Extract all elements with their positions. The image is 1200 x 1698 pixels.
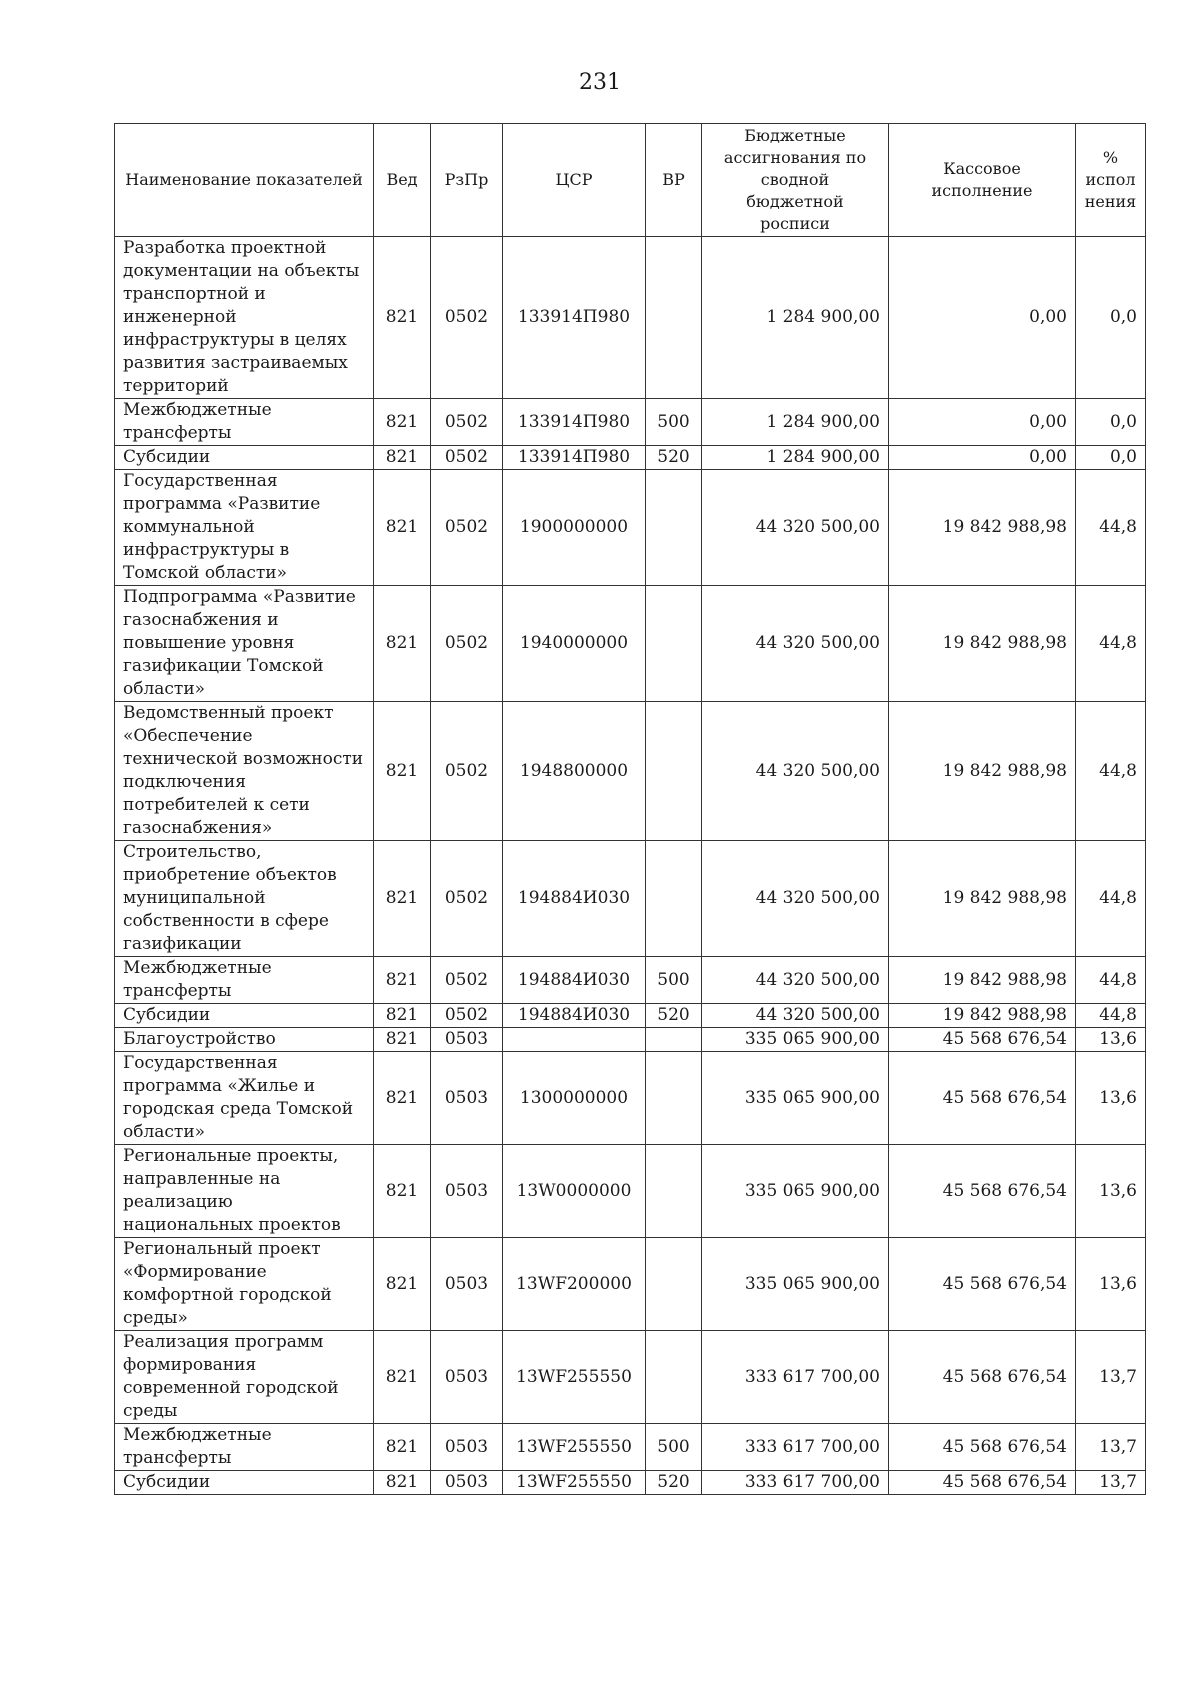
- row-cash: 45 568 676,54: [889, 1471, 1076, 1495]
- row-assigned: 333 617 700,00: [702, 1424, 889, 1471]
- row-cash: 45 568 676,54: [889, 1331, 1076, 1424]
- row-percent: 13,6: [1076, 1145, 1146, 1238]
- row-csr: 13WF255550: [503, 1424, 646, 1471]
- table-row: [115, 957, 1146, 1004]
- row-rzpr: 0502: [431, 237, 503, 399]
- row-ved: 821: [374, 399, 431, 446]
- row-name: Субсидии: [115, 446, 374, 470]
- row-rzpr: 0503: [431, 1424, 503, 1471]
- header-cash: Кассовое исполнение: [889, 124, 1076, 237]
- row-assigned: 44 320 500,00: [702, 1004, 889, 1028]
- row-cash: 45 568 676,54: [889, 1238, 1076, 1331]
- row-rzpr: 0503: [431, 1028, 503, 1052]
- table-row: [115, 1052, 1146, 1145]
- table-row: [115, 399, 1146, 446]
- row-vr: [646, 1028, 702, 1052]
- row-rzpr: 0502: [431, 399, 503, 446]
- row-assigned: 1 284 900,00: [702, 446, 889, 470]
- header-assignments: Бюджетные ассигнования по сводной бюджетной росписи: [702, 124, 889, 237]
- row-ved: 821: [374, 702, 431, 841]
- row-vr: [646, 702, 702, 841]
- row-assigned: 1 284 900,00: [702, 399, 889, 446]
- row-cash: 19 842 988,98: [889, 1004, 1076, 1028]
- header-vr: ВР: [646, 124, 702, 237]
- row-cash: 0,00: [889, 446, 1076, 470]
- row-csr: 1940000000: [503, 586, 646, 702]
- row-ved: 821: [374, 586, 431, 702]
- row-csr: 133914П980: [503, 399, 646, 446]
- table-row: [115, 1424, 1146, 1471]
- row-vr: 520: [646, 1004, 702, 1028]
- row-assigned: 44 320 500,00: [702, 702, 889, 841]
- table-row: [115, 841, 1146, 957]
- row-percent: 44,8: [1076, 841, 1146, 957]
- row-rzpr: 0502: [431, 446, 503, 470]
- row-vr: [646, 470, 702, 586]
- row-ved: 821: [374, 1004, 431, 1028]
- row-name: Межбюджетные трансферты: [115, 399, 374, 446]
- row-assigned: 44 320 500,00: [702, 841, 889, 957]
- row-rzpr: 0503: [431, 1052, 503, 1145]
- row-cash: 19 842 988,98: [889, 586, 1076, 702]
- row-csr: 13WF255550: [503, 1331, 646, 1424]
- row-vr: [646, 1052, 702, 1145]
- row-name: Государственная программа «Жилье и городская среда Томской области»: [115, 1052, 374, 1145]
- row-ved: 821: [374, 446, 431, 470]
- row-percent: 44,8: [1076, 1004, 1146, 1028]
- row-name: Межбюджетные трансферты: [115, 1424, 374, 1471]
- row-percent: 44,8: [1076, 586, 1146, 702]
- row-cash: 19 842 988,98: [889, 841, 1076, 957]
- row-cash: 45 568 676,54: [889, 1424, 1076, 1471]
- row-assigned: 335 065 900,00: [702, 1052, 889, 1145]
- row-rzpr: 0503: [431, 1331, 503, 1424]
- header-name: Наименование показателей: [115, 124, 374, 237]
- table-row: [115, 1004, 1146, 1028]
- table-row: [115, 1331, 1146, 1424]
- table-row: [115, 470, 1146, 586]
- row-rzpr: 0502: [431, 470, 503, 586]
- row-assigned: 333 617 700,00: [702, 1471, 889, 1495]
- row-ved: 821: [374, 1238, 431, 1331]
- row-percent: 0,0: [1076, 237, 1146, 399]
- row-vr: [646, 1145, 702, 1238]
- row-assigned: 1 284 900,00: [702, 237, 889, 399]
- row-assigned: 335 065 900,00: [702, 1145, 889, 1238]
- row-percent: 13,6: [1076, 1052, 1146, 1145]
- row-name: Строительство, приобретение объектов муниципальной собственности в сфере газификации: [115, 841, 374, 957]
- row-ved: 821: [374, 1145, 431, 1238]
- table-row: [115, 1145, 1146, 1238]
- row-cash: 19 842 988,98: [889, 470, 1076, 586]
- row-percent: 13,7: [1076, 1331, 1146, 1424]
- row-name: Государственная программа «Развитие коммунальной инфраструктуры в Томской области»: [115, 470, 374, 586]
- row-name: Реализация программ формирования современной городской среды: [115, 1331, 374, 1424]
- table-row: [115, 702, 1146, 841]
- row-csr: 1900000000: [503, 470, 646, 586]
- row-vr: [646, 586, 702, 702]
- row-percent: 0,0: [1076, 399, 1146, 446]
- row-name: Региональные проекты, направленные на реализацию национальных проектов: [115, 1145, 374, 1238]
- header-percent: % испол нения: [1076, 124, 1146, 237]
- row-vr: 500: [646, 399, 702, 446]
- row-vr: [646, 841, 702, 957]
- row-ved: 821: [374, 1052, 431, 1145]
- row-cash: 19 842 988,98: [889, 702, 1076, 841]
- row-percent: 13,6: [1076, 1238, 1146, 1331]
- row-ved: 821: [374, 1028, 431, 1052]
- row-ved: 821: [374, 1471, 431, 1495]
- budget-table: [114, 123, 1146, 1495]
- row-rzpr: 0503: [431, 1145, 503, 1238]
- row-name: Субсидии: [115, 1004, 374, 1028]
- row-assigned: 335 065 900,00: [702, 1028, 889, 1052]
- row-name: Разработка проектной документации на объекты транспортной и инженерной инфраструктуры в целях развития застраиваемых территорий: [115, 237, 374, 399]
- table-row: [115, 1028, 1146, 1052]
- header-ved: Вед: [374, 124, 431, 237]
- row-ved: 821: [374, 470, 431, 586]
- table-row: [115, 1238, 1146, 1331]
- row-name: Подпрограмма «Развитие газоснабжения и повышение уровня газификации Томской области»: [115, 586, 374, 702]
- table-row: [115, 586, 1146, 702]
- row-rzpr: 0502: [431, 1004, 503, 1028]
- row-cash: 19 842 988,98: [889, 957, 1076, 1004]
- row-csr: 194884И030: [503, 841, 646, 957]
- row-csr: 194884И030: [503, 1004, 646, 1028]
- row-percent: 0,0: [1076, 446, 1146, 470]
- row-csr: 1948800000: [503, 702, 646, 841]
- row-csr: 133914П980: [503, 237, 646, 399]
- row-name: Благоустройство: [115, 1028, 374, 1052]
- header-csr: ЦСР: [503, 124, 646, 237]
- row-assigned: 44 320 500,00: [702, 470, 889, 586]
- row-ved: 821: [374, 1424, 431, 1471]
- page-number: 231: [579, 70, 621, 95]
- row-name: Региональный проект «Формирование комфортной городской среды»: [115, 1238, 374, 1331]
- row-name: Субсидии: [115, 1471, 374, 1495]
- row-cash: 45 568 676,54: [889, 1028, 1076, 1052]
- row-ved: 821: [374, 237, 431, 399]
- row-ved: 821: [374, 841, 431, 957]
- row-csr: 133914П980: [503, 446, 646, 470]
- header-rzpr: РзПр: [431, 124, 503, 237]
- row-assigned: 44 320 500,00: [702, 586, 889, 702]
- row-name: Межбюджетные трансферты: [115, 957, 374, 1004]
- row-rzpr: 0502: [431, 841, 503, 957]
- row-rzpr: 0503: [431, 1238, 503, 1331]
- table-row: [115, 237, 1146, 399]
- row-cash: 0,00: [889, 237, 1076, 399]
- row-vr: [646, 237, 702, 399]
- row-percent: 13,7: [1076, 1424, 1146, 1471]
- row-percent: 44,8: [1076, 702, 1146, 841]
- row-name: Ведомственный проект «Обеспечение технической возможности подключения потребителей к сети газоснабжения»: [115, 702, 374, 841]
- row-csr: [503, 1028, 646, 1052]
- row-csr: 13W0000000: [503, 1145, 646, 1238]
- row-vr: [646, 1238, 702, 1331]
- row-vr: 520: [646, 1471, 702, 1495]
- row-assigned: 333 617 700,00: [702, 1331, 889, 1424]
- row-ved: 821: [374, 957, 431, 1004]
- header-row: [115, 124, 1146, 237]
- row-vr: 520: [646, 446, 702, 470]
- row-cash: 45 568 676,54: [889, 1145, 1076, 1238]
- row-rzpr: 0502: [431, 957, 503, 1004]
- row-assigned: 44 320 500,00: [702, 957, 889, 1004]
- row-percent: 44,8: [1076, 957, 1146, 1004]
- row-assigned: 335 065 900,00: [702, 1238, 889, 1331]
- row-ved: 821: [374, 1331, 431, 1424]
- row-csr: 194884И030: [503, 957, 646, 1004]
- row-rzpr: 0503: [431, 1471, 503, 1495]
- row-csr: 1300000000: [503, 1052, 646, 1145]
- table-row: [115, 446, 1146, 470]
- row-percent: 13,7: [1076, 1471, 1146, 1495]
- table-row: [115, 1471, 1146, 1495]
- row-vr: 500: [646, 1424, 702, 1471]
- row-vr: 500: [646, 957, 702, 1004]
- row-cash: 0,00: [889, 399, 1076, 446]
- row-percent: 13,6: [1076, 1028, 1146, 1052]
- row-rzpr: 0502: [431, 702, 503, 841]
- row-cash: 45 568 676,54: [889, 1052, 1076, 1145]
- row-percent: 44,8: [1076, 470, 1146, 586]
- row-csr: 13WF255550: [503, 1471, 646, 1495]
- row-rzpr: 0502: [431, 586, 503, 702]
- row-csr: 13WF200000: [503, 1238, 646, 1331]
- row-vr: [646, 1331, 702, 1424]
